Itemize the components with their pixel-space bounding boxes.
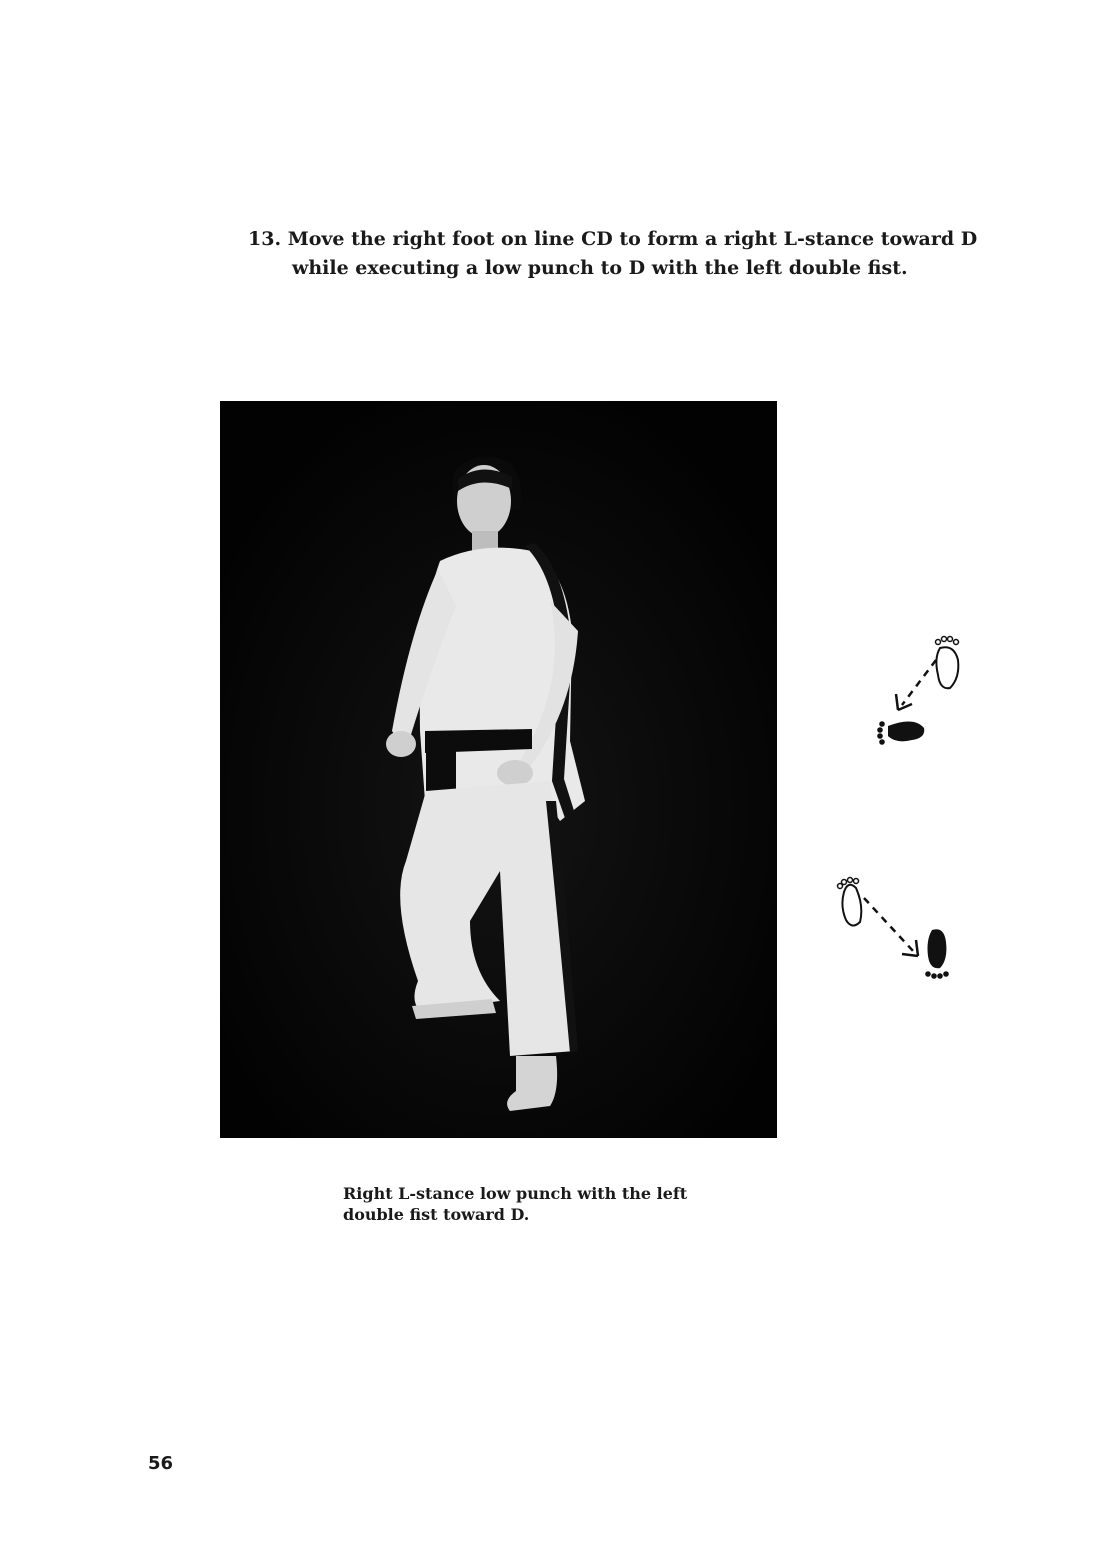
practitioner-figure-icon <box>220 401 777 1138</box>
footstep-diagram-icon <box>828 630 978 980</box>
instruction-step <box>248 225 982 283</box>
footprint-solid-upper-icon <box>877 721 924 745</box>
photo-caption: Right L-stance low punch with the left double fist toward D. <box>343 1184 688 1224</box>
footprint-outline-lower-icon <box>838 878 862 926</box>
stance-photo <box>220 401 777 1138</box>
footprint-solid-lower-icon <box>925 929 949 979</box>
step-text: Move the right foot on line CD to form a right L-stance toward D while executing a low punch to D with the left double fist. <box>287 228 978 279</box>
page-number: 56 <box>148 1453 174 1474</box>
step-number: 13. <box>248 228 282 250</box>
footprint-outline-upper-icon <box>936 637 959 689</box>
